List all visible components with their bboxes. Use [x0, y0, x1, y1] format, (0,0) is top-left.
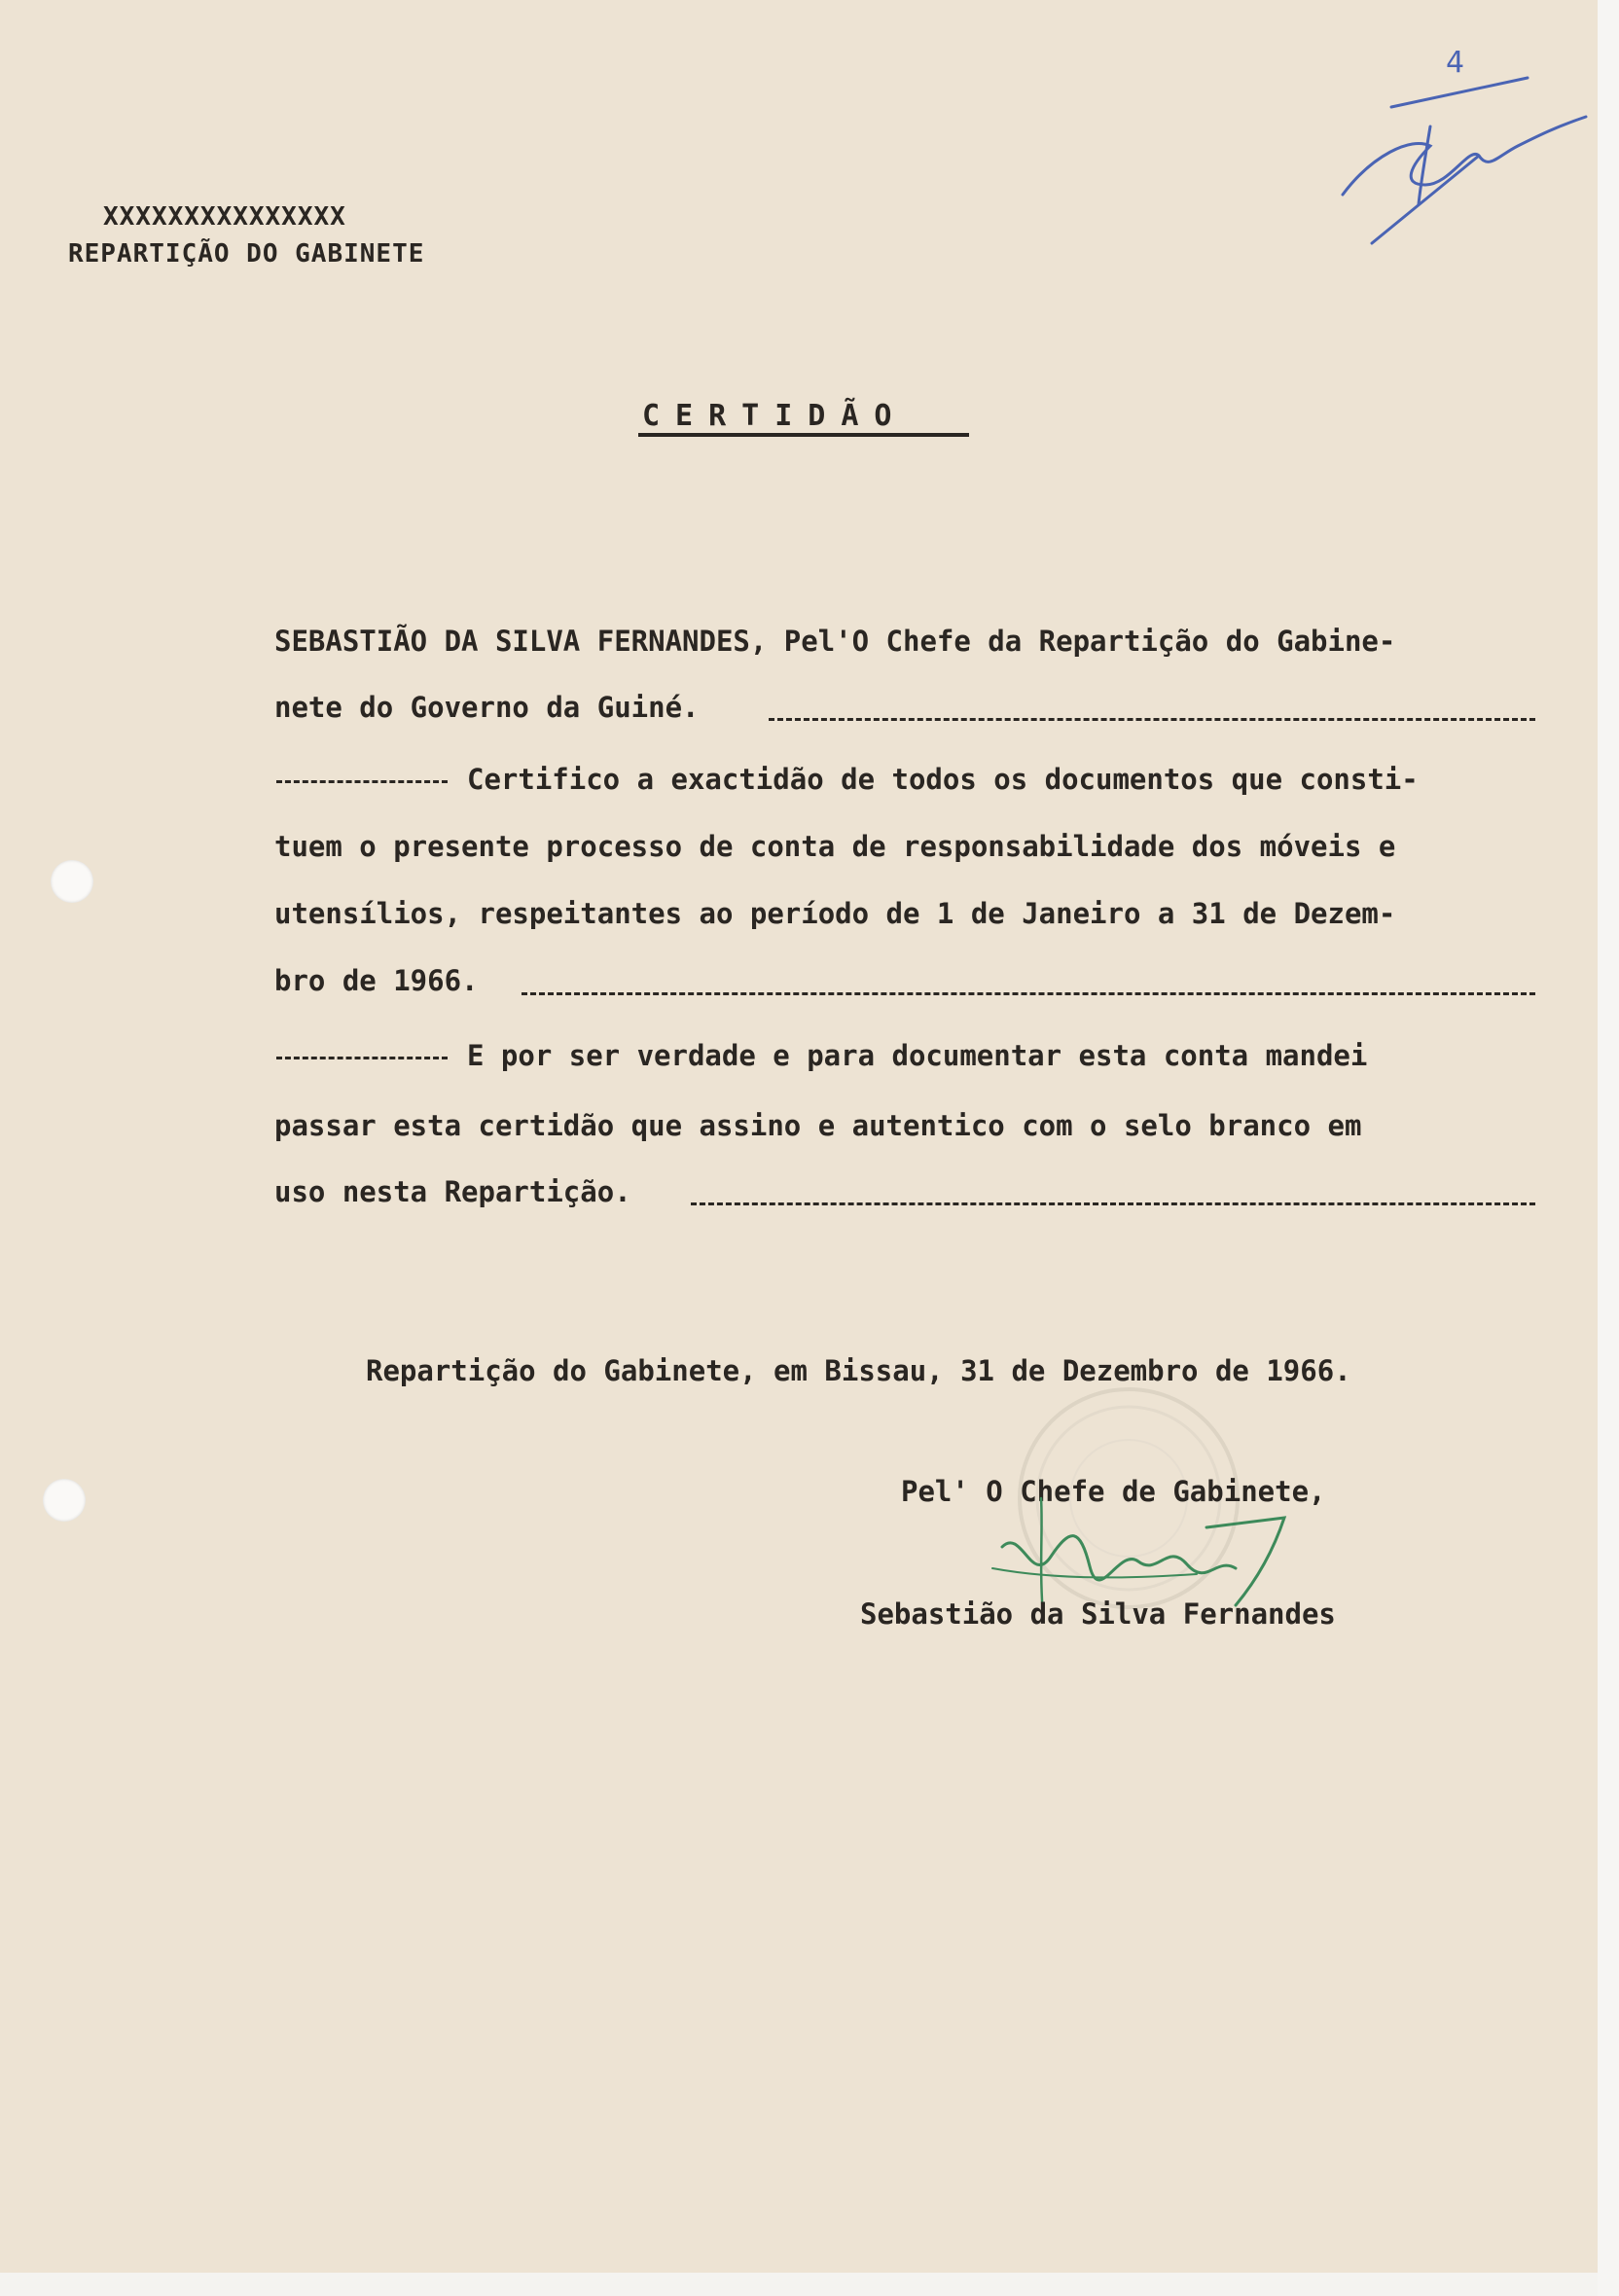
scan-margin-bottom — [0, 2273, 1598, 2296]
body-line-8: passar esta certidão que assino e autentico com o selo branco em — [274, 1109, 1362, 1142]
body-line-6: bro de 1966. — [274, 964, 479, 997]
title-underline — [638, 433, 969, 437]
scan-margin-right — [1598, 0, 1619, 2296]
department-header: REPARTIÇÃO DO GABINETE — [68, 239, 425, 269]
body-line-5: utensílios, respeitantes ao período de 1 de Janeiro a 31 de Dezem- — [274, 897, 1396, 930]
initials-annotation-icon — [1333, 39, 1596, 272]
filler-dashes-4 — [276, 1057, 448, 1059]
redacted-header-line: XXXXXXXXXXXXXXX — [103, 202, 346, 232]
body-line-2: nete do Governo da Guiné. — [274, 691, 700, 724]
filler-dashes-3 — [522, 992, 1535, 995]
body-line-7: E por ser verdade e para documentar esta conta mandei — [467, 1039, 1368, 1072]
document-title: CERTIDÃO — [642, 399, 908, 433]
filler-dashes-5 — [691, 1202, 1535, 1205]
body-line-9: uso nesta Repartição. — [274, 1175, 631, 1208]
body-line-3: Certifico a exactidão de todos os documentos que consti- — [467, 763, 1419, 796]
filler-dashes-2 — [276, 780, 448, 783]
annotation-page-number: 4 — [1446, 46, 1465, 80]
body-line-4: tuem o presente processo de conta de responsabilidade dos móveis e — [274, 830, 1396, 863]
punch-hole-top — [51, 860, 93, 903]
filler-dashes-1 — [769, 718, 1535, 721]
signatory-role: Pel' O Chefe de Gabinete, — [901, 1475, 1326, 1508]
date-line: Repartição do Gabinete, em Bissau, 31 de Dezembro de 1966. — [366, 1354, 1351, 1387]
body-line-1: SEBASTIÃO DA SILVA FERNANDES, Pel'O Chefe da Repartição do Gabine- — [274, 625, 1396, 658]
punch-hole-bottom — [43, 1479, 86, 1522]
signatory-name: Sebastião da Silva Fernandes — [860, 1597, 1336, 1631]
